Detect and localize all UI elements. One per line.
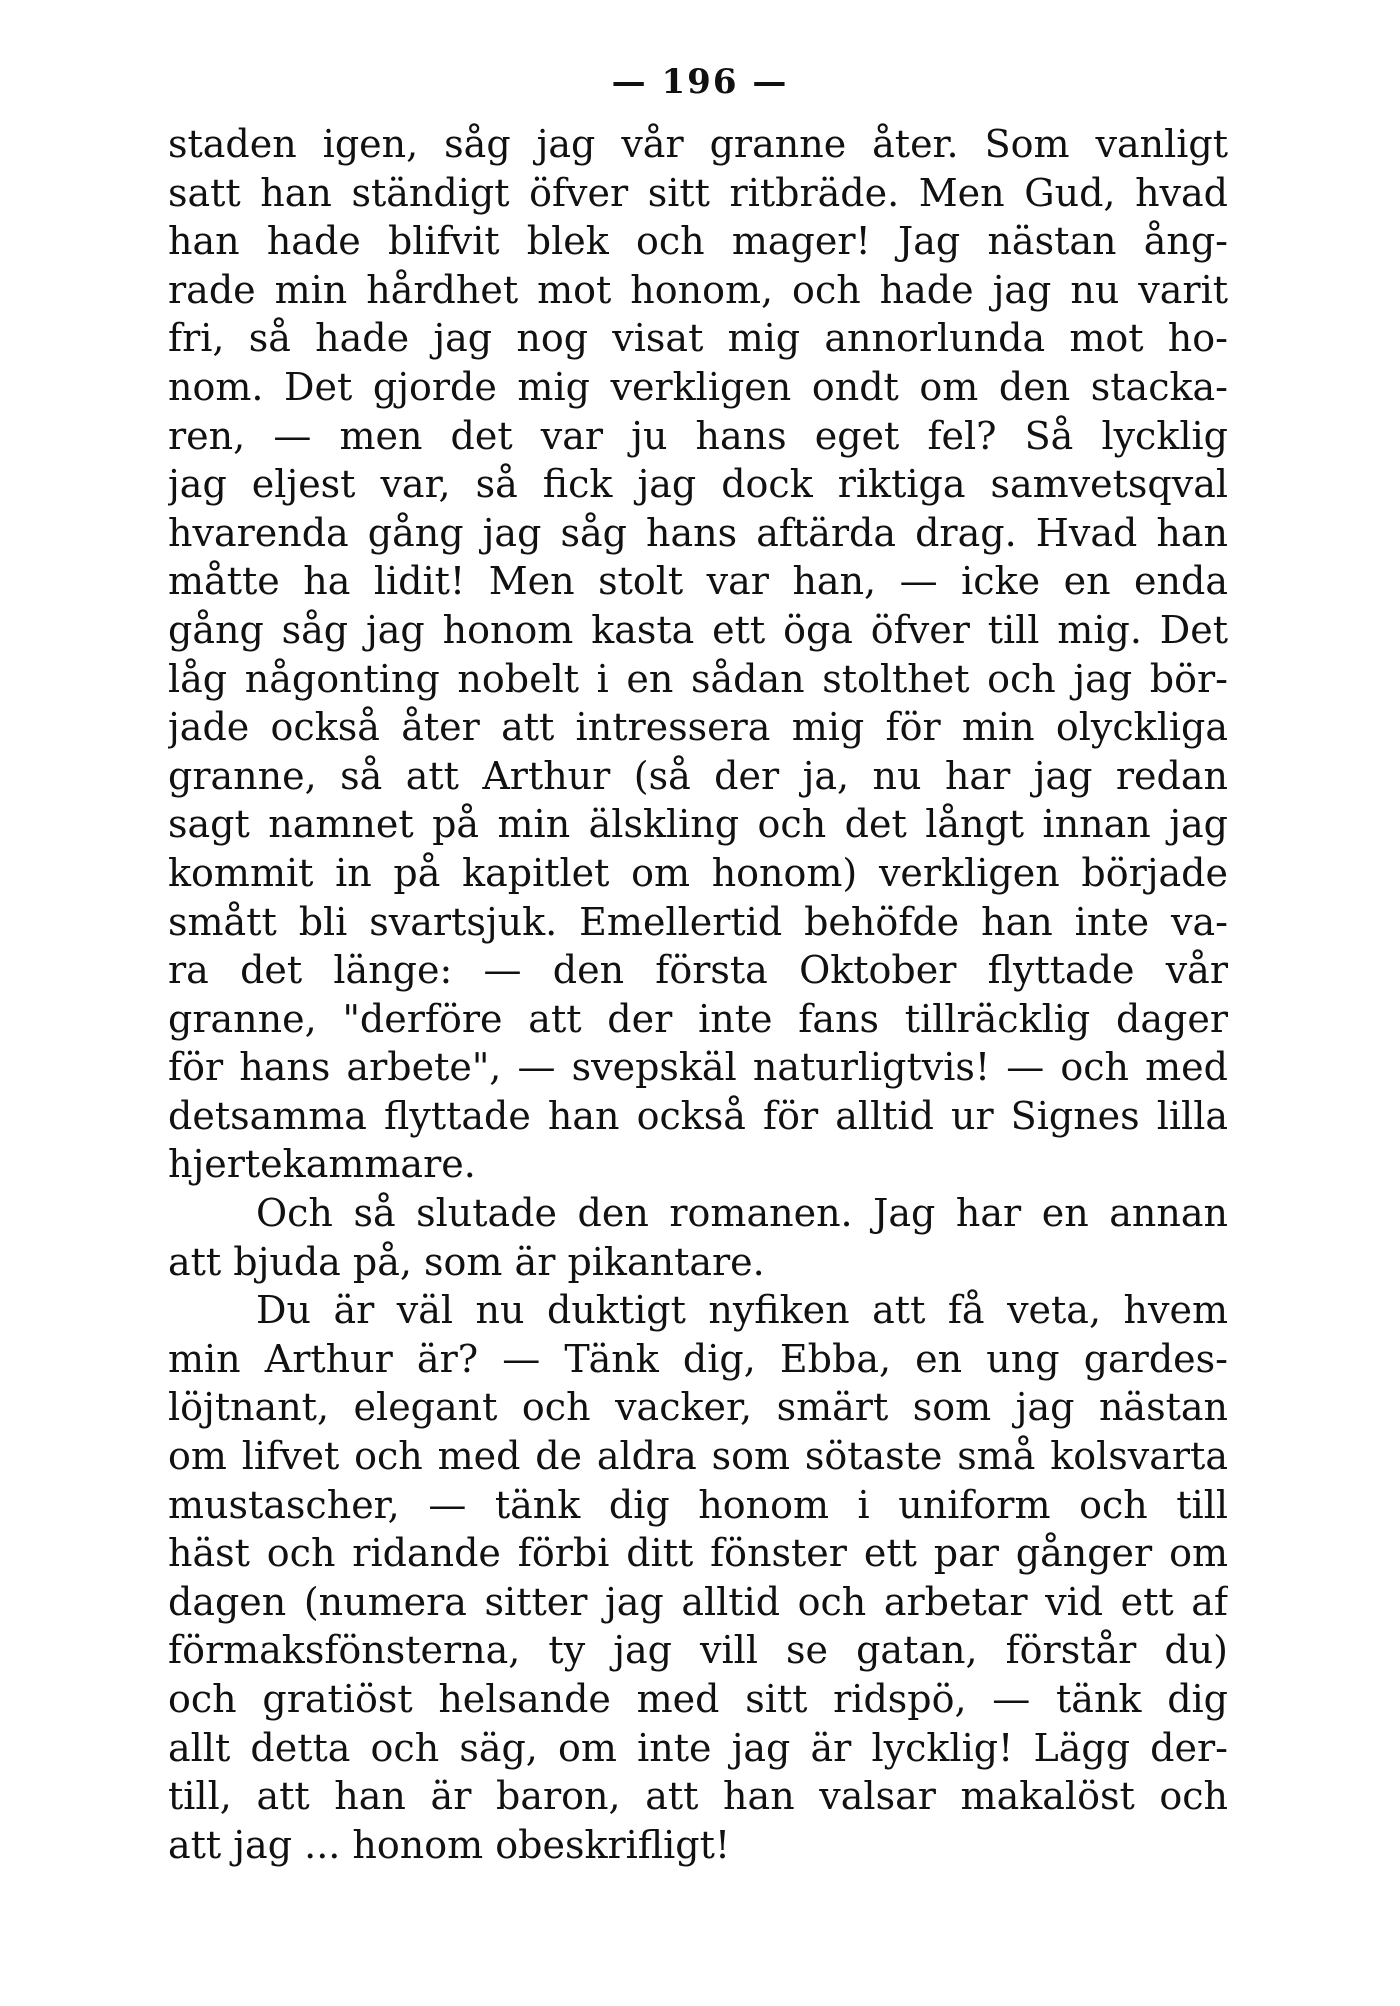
text-line: nom. Det gjorde mig verkligen ondt om den stacka- (168, 364, 1228, 409)
text-line: smått bli svartsjuk. Emellertid behöfde han inte va- (168, 899, 1228, 944)
text-line: Du är väl nu duktigt nyfiken att få veta, hvem (256, 1288, 1228, 1333)
text-line: allt detta och säg, om inte jag är lycklig! Lägg der- (168, 1725, 1228, 1770)
text-line: om lifvet och med de aldra som sötaste små kolsvarta (168, 1434, 1228, 1479)
text-line: satt han ständigt öfver sitt ritbräde. Men Gud, hvad (168, 170, 1228, 215)
text-line: granne, så att Arthur (så der ja, nu har jag redan (168, 753, 1228, 798)
text-line: min Arthur är? — Tänk dig, Ebba, en ung gardes- (168, 1336, 1228, 1381)
text-line: sagt namnet på min älskling och det långt innan jag (168, 802, 1228, 847)
text-line: staden igen, såg jag vår granne åter. Som vanligt (168, 122, 1228, 166)
text-line: granne, "derföre att der inte fans tillräcklig dager (168, 996, 1228, 1041)
text-line: dagen (numera sitter jag alltid och arbetar vid ett af (168, 1579, 1228, 1624)
text-line: att bjuda på, som är pikantare. (168, 1239, 765, 1284)
text-line: han hade blifvit blek och mager! Jag nästan ång- (168, 219, 1228, 264)
text-line: till, att han är baron, att han valsar makalöst och (168, 1774, 1228, 1819)
text-line: ra det länge: — den första Oktober flyttade vår (168, 948, 1228, 993)
text-line: kommit in på kapitlet om honom) verkligen började (168, 850, 1228, 895)
text-line: gång såg jag honom kasta ett öga öfver till mig. Det (168, 607, 1228, 652)
text-line: att jag ... honom obeskrifligt! (168, 1822, 731, 1867)
text-line: måtte ha lidit! Men stolt var han, — icke en enda (168, 559, 1228, 604)
text-line: Och så slutade den romanen. Jag har en annan (256, 1191, 1228, 1236)
text-line: jade också åter att intressera mig för min olyckliga (168, 705, 1228, 750)
body-text (168, 120, 1228, 1869)
text-line: häst och ridande förbi ditt fönster ett par gånger om (168, 1531, 1228, 1576)
text-line: rade min hårdhet mot honom, och hade jag nu varit (168, 267, 1228, 312)
text-line: för hans arbete", — svepskäl naturligtvis! — och med (168, 1045, 1228, 1090)
text-line: ren, — men det var ju hans eget fel? Så lycklig (168, 413, 1228, 458)
text-line: låg någonting nobelt i en sådan stolthet och jag bör- (168, 656, 1228, 701)
text-line: mustascher, — tänk dig honom i uniform och till (168, 1482, 1228, 1527)
text-line: hjertekammare. (168, 1142, 476, 1187)
text-line: och gratiöst helsande med sitt ridspö, — tänk dig (168, 1677, 1228, 1721)
text-line: detsamma flyttade han också för alltid ur Signes lilla (168, 1093, 1228, 1138)
text-line: förmaksfönsterna, ty jag vill se gatan, förstår du) (168, 1628, 1228, 1673)
text-line: löjtnant, elegant och vacker, smärt som jag nästan (168, 1385, 1228, 1430)
text-line: jag eljest var, så fick jag dock riktiga samvetsqval (168, 462, 1228, 507)
text-line: fri, så hade jag nog visat mig annorlunda mot ho- (168, 316, 1228, 361)
text-line: hvarenda gång jag såg hans aftärda drag. Hvad han (168, 510, 1228, 555)
page-number: — 196 — (611, 62, 789, 102)
